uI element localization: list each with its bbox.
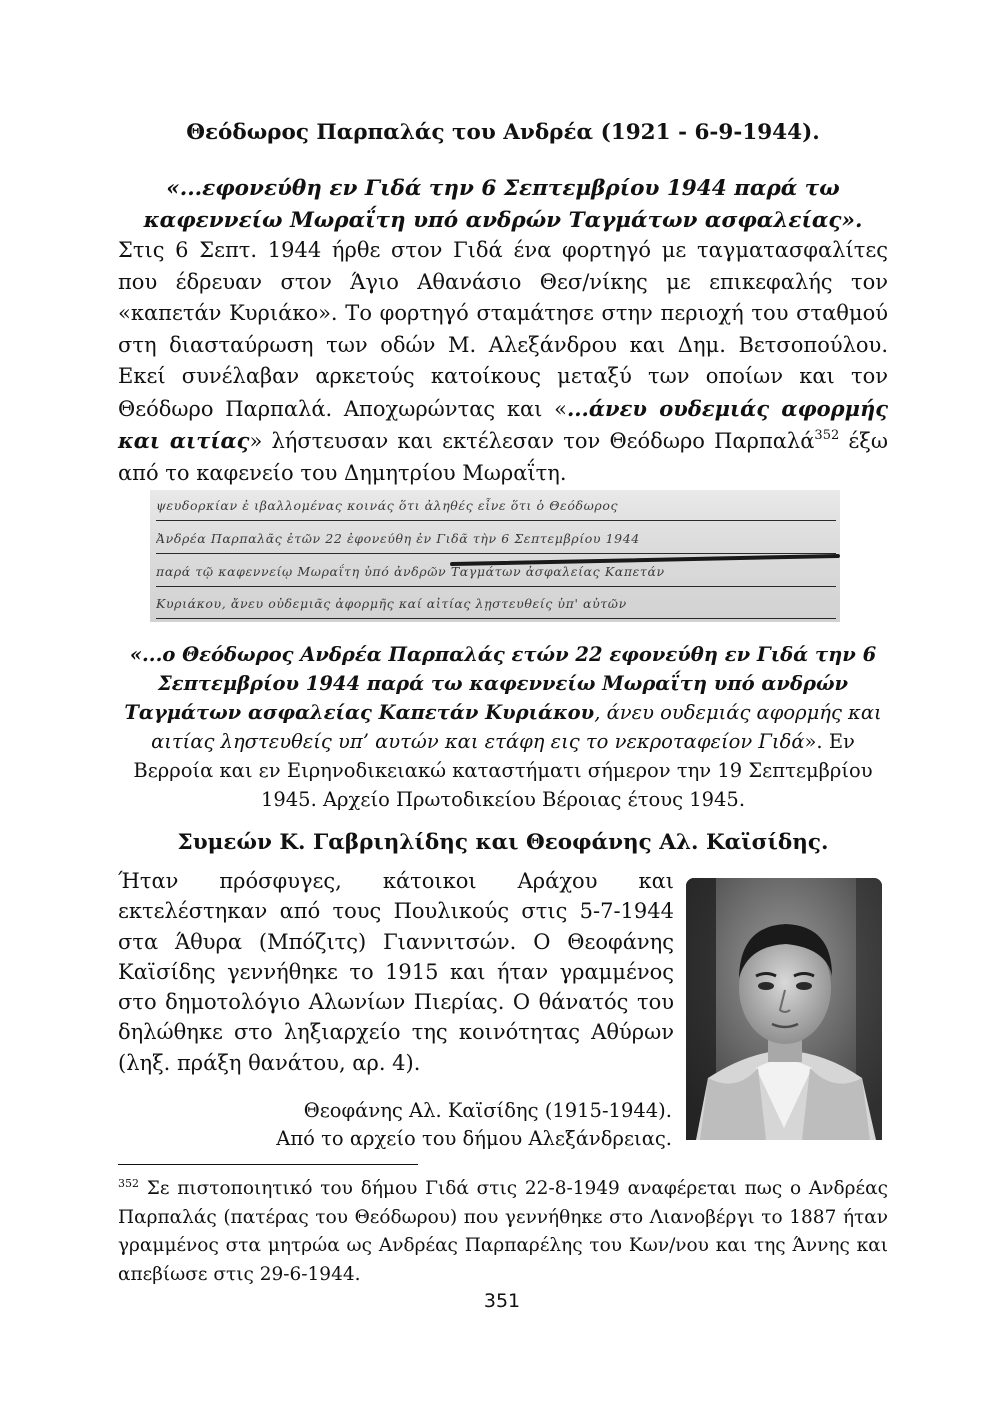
photo-caption [118, 1097, 672, 1153]
caption-plain: ». Εν Βερροία και εν Ειρηνοδικειακώ καταστήματι σήμερον την 19 Σεπτεμβρίου 1945. Αρχείο Πρωτοδικείου Βέροιας έτους 1945. [133, 730, 873, 811]
footnote-divider [118, 1164, 418, 1165]
footnote [118, 1175, 888, 1289]
archival-document-scan [150, 490, 840, 622]
page-number: 351 [483, 1290, 521, 1312]
footnote-number: 352 [118, 1177, 139, 1190]
document-line: Ἀνδρέα Παρπαλᾶς ἐτῶν 22 ἐφονεύθη ἐν Γιδᾶ τὴν 6 Σεπτεμβρίου 1944 [156, 531, 836, 554]
paragraph-parpalas [118, 235, 888, 489]
document-line: παρά τῷ καφεννείῳ Μωραΐτη ὑπό ἀνδρῶν Ταγμάτων ἀσφαλείας Καπετάν [156, 564, 836, 587]
paragraph-text-3: έξω από το καφενείο του Δημητρίου Μωραΐτη. [118, 429, 888, 485]
section-heading-gavriilidis: Συμεών Κ. Γαβριηλίδης και Θεοφάνης Αλ. Καϊσίδης. [177, 830, 829, 855]
caption-italic: , άνευ ουδεμιάς αφορμής και αιτίας ληστευθείς υπ’ αυτών και ετάφη εις το νεκροταφείον Γιδά [151, 701, 882, 753]
portrait-drawing [686, 878, 882, 1140]
paragraph-kaisidis: Ήταν πρόσφυγες, κάτοικοι Αράχου και εκτελέστηκαν από τους Πουλικούς στις 5-7-1944 στα Άθυρα (Μπόζιτς) Γιαννιτσών. Ο Θεοφάνης Καϊσίδης γεννήθηκε το 1915 και ήταν γραμμένος στο δημοτολόγιο Αλωνίων Πιερίας. Ο θάνατός του δηλώθηκε στο ληξιαρχείο της κοινότητας Αθύρων (ληξ. πράξη θανάτου, αρ. 4). [118, 869, 674, 1075]
footnote-text: Σε πιστοποιητικό του δήμου Γιδά στις 22-8-1949 αναφέρεται πως ο Ανδρέας Παρπαλάς (πατέρας του Θεόδωρου) που γεννήθηκε στο Λιανοβέργι το 1887 ήταν γραμμένος στα μητρώα ως Ανδρέας Παρπαρέλης του Κων/νου και της Άννης και απεβίωσε στις 29-6-1944. [118, 1178, 888, 1285]
document-line: Κυριάκου, ἄνευ οὐδεμιᾶς ἀφορμῆς καί αἰτίας λῃστευθείς ὑπ' αὐτῶν [156, 596, 836, 619]
portrait-photo [686, 878, 882, 1140]
footnote-reference: 352 [814, 428, 840, 443]
paragraph-text-1: Στις 6 Σεπτ. 1944 ήρθε στον Γιδά ένα φορτηγό με ταγματασφαλίτες που έδρευαν στον Άγιο Αθανάσιο Θεσ/νίκης με επικεφαλής τον «καπετάν Κυριάκο». Το φορτηγό σταμάτησε στην περιοχή του σταθμού στη διασταύρωση των οδών Μ. Αλεξάνδρου και Δημ. Βετσοπούλου. Εκεί συνέλαβαν αρκετούς κατοίκους μεταξύ των οποίων και τον Θεόδωρο Παρπαλά. Αποχωρώντας και « [118, 238, 888, 421]
paragraph-emphasis: ...άνευ ουδεμιάς αφορμής και αιτίας [118, 395, 888, 453]
section-heading-parpalas: Θεόδωρος Παρπαλάς του Ανδρέα (1921 - 6-9-1944). [186, 120, 820, 145]
caption-bold: «...ο Θεόδωρος Ανδρέα Παρπαλάς ετών 22 εφονεύθη εν Γιδά την 6 Σεπτεμβρίου 1944 παρά τω καφεννείω Μωραΐτη υπό ανδρών Ταγμάτων ασφαλείας Καπετάν Κυριάκου [124, 643, 877, 724]
document-caption [118, 640, 888, 814]
court-quote: «...εφονεύθη εν Γιδά την 6 Σεπτεμβρίου 1944 παρά τω καφεννείω Μωραΐτη υπό ανδρών Ταγμάτων ασφαλείας». [143, 176, 863, 233]
paragraph-text-2: » λήστευσαν και εκτέλεσαν τον Θεόδωρο Παρπαλά [249, 429, 815, 453]
document-line: ψευδορκίαν ἐ ιβαλλομένας κοινάς ὅτι ἀληθές εἶνε ὅτι ὁ Θεόδωρος [156, 498, 836, 521]
photo-caption-line: Θεοφάνης Αλ. Καϊσίδης (1915-1944). [303, 1099, 672, 1122]
photo-caption-line: Από το αρχείο του δήμου Αλεξάνδρειας. [276, 1127, 672, 1150]
